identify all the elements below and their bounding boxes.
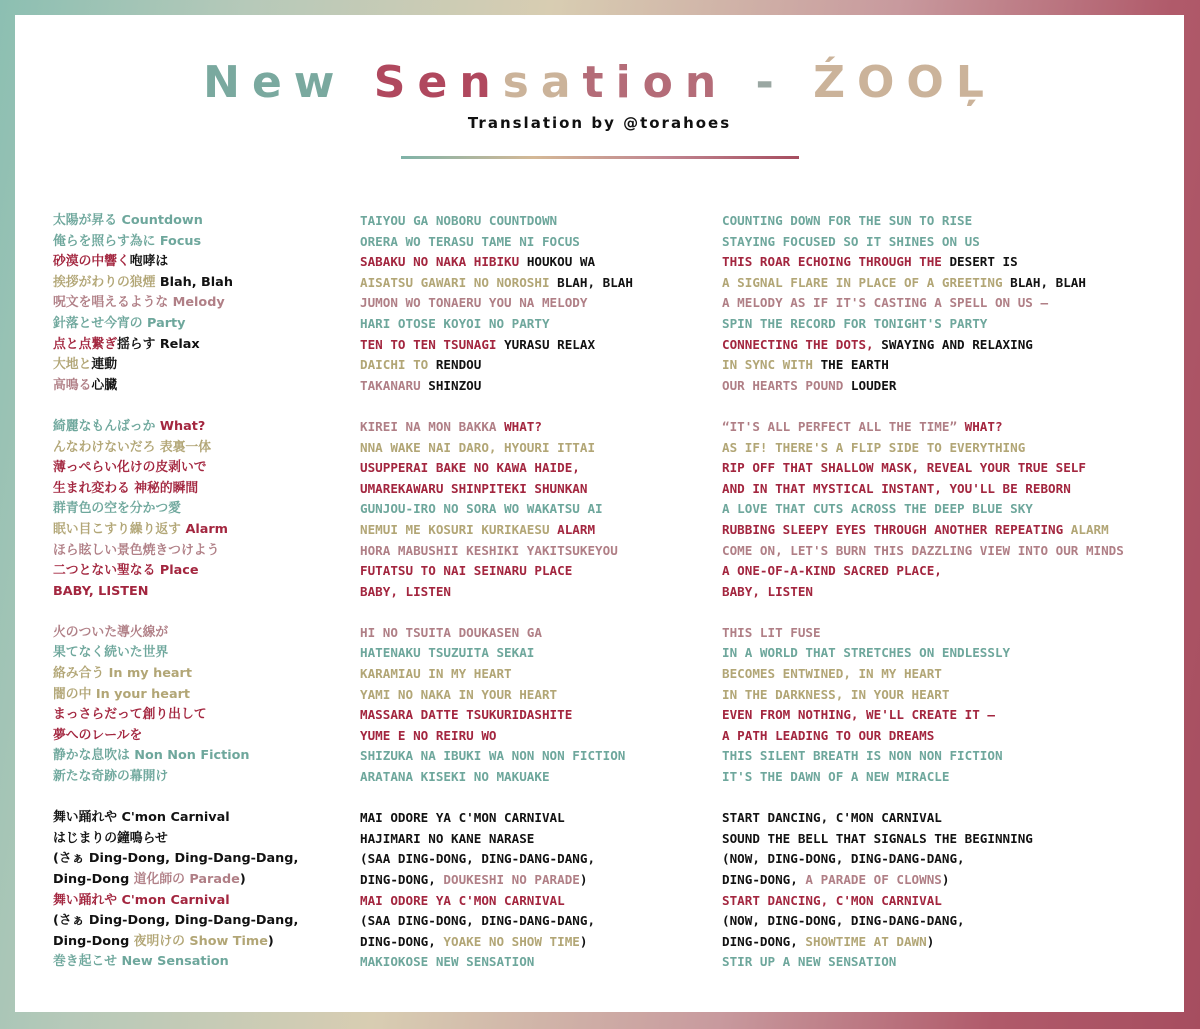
lyric-segment: SHIZUKA NA IBUKI WA NON NON FICTION bbox=[360, 748, 626, 764]
lyric-segment: (SAA DING-DONG, DING-DANG-DANG, bbox=[360, 913, 596, 929]
lyric-segment: ARATANA KISEKI NO MAKUAKE bbox=[360, 769, 550, 785]
lyric-segment: HI NO TSUITA DOUKASEN GA bbox=[360, 624, 542, 640]
lyric-line bbox=[722, 314, 1124, 335]
lyric-segment: BECOMES ENTWINED, IN MY HEART bbox=[722, 666, 942, 682]
lyric-segment: ) bbox=[579, 872, 588, 887]
lyric-segment: 綺麗なもんばっか bbox=[53, 418, 160, 434]
lyric-line bbox=[360, 849, 633, 870]
lyric-line bbox=[360, 808, 633, 829]
lyric-segment: 俺らを照らす為に Focus bbox=[53, 233, 202, 249]
lyric-segment: MAKIOKOSE NEW SENSATION bbox=[360, 954, 535, 970]
lyric-line bbox=[360, 932, 633, 953]
lyric-segment: THIS ROAR ECHOING THROUGH THE bbox=[722, 254, 950, 270]
lyric-line bbox=[360, 705, 633, 726]
lyric-line bbox=[360, 870, 633, 891]
lyric-segment: SHOWTIME AT DAWN bbox=[805, 933, 927, 949]
lyric-segment: GUNJOU-IRO NO SORA WO WAKATSU AI bbox=[360, 501, 603, 517]
romaji-lyrics-column bbox=[360, 211, 633, 973]
lyric-line bbox=[360, 376, 633, 397]
lyric-segment: COUNTING DOWN FOR THE SUN TO RISE bbox=[722, 213, 973, 228]
lyric-line bbox=[722, 417, 1124, 438]
lyric-line bbox=[53, 232, 298, 253]
lyric-segment: 群青色の空を分かつ愛 bbox=[53, 501, 181, 517]
lyric-line bbox=[722, 808, 1124, 829]
lyric-line bbox=[53, 932, 298, 953]
stanza-gap bbox=[53, 788, 298, 809]
lyric-segment: 薄っぺらい化けの皮剥いで bbox=[53, 460, 207, 476]
lyric-line bbox=[360, 561, 633, 582]
title-segment: sa bbox=[502, 57, 583, 108]
lyric-line bbox=[53, 499, 298, 520]
lyric-segment: はじまりの鐘鳴らせ bbox=[53, 830, 168, 846]
lyric-segment: 挨拶がわりの狼煙 bbox=[53, 274, 160, 290]
lyric-segment: A PATH LEADING TO OUR DREAMS bbox=[722, 727, 935, 743]
lyric-segment: (さぁ Ding-Dong, Ding-Dang-Dang, bbox=[53, 851, 299, 867]
lyric-segment: 舞い踊れや C'mon Carnival bbox=[53, 810, 230, 826]
lyric-segment: 火のついた導火線が bbox=[53, 624, 169, 640]
lyric-line bbox=[722, 623, 1124, 644]
lyric-line bbox=[360, 232, 633, 253]
lyric-segment: YAMI NO NAKA IN YOUR HEART bbox=[360, 686, 558, 702]
lyric-segment: 針落とせ今宵の Party bbox=[53, 315, 186, 331]
lyric-line bbox=[360, 417, 633, 438]
lyric-line bbox=[722, 870, 1124, 891]
lyric-segment: (さぁ Ding-Dong, Ding-Dang-Dang, bbox=[53, 913, 299, 929]
lyric-segment: 道化師の Parade bbox=[133, 872, 240, 887]
lyric-segment: IT'S THE DAWN OF A NEW MIRACLE bbox=[722, 769, 950, 785]
lyric-segment: DING-DONG, bbox=[360, 872, 444, 887]
lyric-segment: ALARM bbox=[557, 521, 596, 537]
lyric-line bbox=[53, 705, 298, 726]
lyric-segment: 呪文を唱えるような Melody bbox=[53, 295, 225, 311]
lyric-segment: HARI OTOSE KOYOI NO PARTY bbox=[360, 315, 550, 331]
lyric-line bbox=[53, 355, 298, 376]
title-segment bbox=[346, 57, 373, 108]
lyric-line bbox=[53, 561, 298, 582]
lyric-line bbox=[722, 335, 1124, 356]
lyric-line bbox=[53, 891, 298, 912]
lyric-segment: (NOW, DING-DONG, DING-DANG-DANG, bbox=[722, 851, 965, 867]
lyric-segment: (SAA DING-DONG, DING-DANG-DANG, bbox=[360, 851, 596, 867]
lyric-segment: MAI ODORE YA C'MON CARNIVAL bbox=[360, 810, 565, 826]
lyric-line bbox=[360, 911, 633, 932]
lyric-line bbox=[53, 211, 298, 232]
lyric-segment: NNA WAKE NAI DARO, HYOURI ITTAI bbox=[360, 439, 596, 455]
lyric-segment: 二つとない聖なる Place bbox=[53, 563, 199, 579]
lyric-line bbox=[722, 561, 1124, 582]
lyric-segment: IN THE DARKNESS, IN YOUR HEART bbox=[722, 686, 950, 702]
lyric-line bbox=[722, 232, 1124, 253]
lyric-line bbox=[722, 767, 1124, 788]
lyric-segment: 夢へのレールを bbox=[53, 727, 143, 743]
lyric-segment: “IT'S ALL PERFECT ALL THE TIME” bbox=[722, 418, 965, 434]
lyric-segment: ALARM bbox=[1070, 521, 1109, 537]
lyric-line bbox=[360, 891, 633, 912]
lyric-segment: CONNECTING THE DOTS, bbox=[722, 336, 882, 352]
lyric-line bbox=[53, 808, 298, 829]
lyric-segment: 揺らす Relax bbox=[116, 336, 200, 352]
lyric-segment: MASSARA DATTE TSUKURIDASHITE bbox=[360, 707, 573, 723]
lyric-line bbox=[53, 870, 298, 891]
lyric-segment: SWAYING AND RELAXING bbox=[881, 336, 1033, 352]
lyric-segment: START DANCING, C'MON CARNIVAL bbox=[722, 810, 942, 826]
lyric-segment: SPIN THE RECORD FOR TONIGHT'S PARTY bbox=[722, 315, 988, 331]
lyric-line bbox=[53, 458, 298, 479]
lyric-segment: ほら眩しい景色焼きつけよう bbox=[53, 542, 220, 558]
lyric-segment: 点と点繋ぎ bbox=[53, 336, 117, 352]
lyric-segment: KARAMIAU IN MY HEART bbox=[360, 666, 512, 682]
lyric-line bbox=[53, 685, 298, 706]
lyric-segment: 連動 bbox=[91, 357, 117, 373]
lyric-line bbox=[53, 417, 298, 438]
lyric-segment: HORA MABUSHII KESHIKI YAKITSUKEYOU bbox=[360, 542, 618, 558]
lyric-line bbox=[722, 685, 1124, 706]
lyric-segment: 心臓 bbox=[91, 377, 117, 393]
lyric-segment: DING-DONG, bbox=[722, 872, 806, 887]
lyric-line bbox=[722, 355, 1124, 376]
lyric-segment: ) bbox=[579, 933, 588, 949]
lyric-segment: KIREI NA MON BAKKA bbox=[360, 418, 505, 434]
lyric-segment: Blah, Blah bbox=[159, 274, 233, 290]
lyric-line bbox=[722, 664, 1124, 685]
lyric-line bbox=[53, 376, 298, 397]
lyric-segment: 闇の中 In your heart bbox=[53, 686, 191, 702]
lyric-line bbox=[722, 726, 1124, 747]
lyric-segment: AISATSU GAWARI NO NOROSHI bbox=[360, 274, 558, 290]
lyric-segment: MAI ODORE YA C'MON CARNIVAL bbox=[360, 892, 565, 908]
lyric-segment: THIS LIT FUSE bbox=[722, 624, 821, 640]
lyric-segment: WHAT? bbox=[504, 418, 542, 434]
lyric-line bbox=[722, 829, 1124, 850]
lyric-segment: COME ON, LET'S BURN THIS DAZZLING VIEW INTO OUR MINDS bbox=[722, 542, 1124, 558]
lyric-segment: A ONE-OF-A-KIND SACRED PLACE, bbox=[722, 563, 942, 579]
lyric-segment: TAIYOU GA NOBORU COUNTDOWN bbox=[360, 213, 558, 228]
lyric-segment: RIP OFF THAT SHALLOW MASK, REVEAL YOUR TRUE SELF bbox=[722, 460, 1086, 476]
lyric-segment: AND IN THAT MYSTICAL INSTANT, YOU'LL BE REBORN bbox=[722, 480, 1071, 496]
lyric-segment: AS IF! THERE'S A FLIP SIDE TO EVERYTHING bbox=[722, 439, 1026, 455]
lyric-line bbox=[360, 829, 633, 850]
lyric-segment: BLAH, BLAH bbox=[1010, 274, 1086, 290]
lyric-line bbox=[360, 726, 633, 747]
lyric-line bbox=[722, 293, 1124, 314]
lyric-segment: Ding-Dong bbox=[53, 872, 134, 887]
lyric-segment: 果てなく続いた世界 bbox=[53, 645, 169, 661]
lyric-line bbox=[722, 643, 1124, 664]
lyric-segment: SABAKU NO NAKA HIBIKU bbox=[360, 254, 527, 270]
lyric-line bbox=[722, 376, 1124, 397]
lyric-segment: 咆哮は bbox=[129, 254, 169, 270]
lyric-line bbox=[53, 643, 298, 664]
lyric-segment: STIR UP A NEW SENSATION bbox=[722, 954, 897, 970]
lyric-segment: HATENAKU TSUZUITA SEKAI bbox=[360, 645, 535, 661]
lyric-line bbox=[53, 335, 298, 356]
lyric-line bbox=[53, 664, 298, 685]
lyric-line bbox=[722, 273, 1124, 294]
stanza-gap bbox=[722, 602, 1124, 623]
lyric-segment: NEMUI ME KOSURI KURIKAESU bbox=[360, 521, 558, 537]
lyric-segment: START DANCING, C'MON CARNIVAL bbox=[722, 892, 942, 908]
lyric-line bbox=[53, 623, 298, 644]
stanza-gap bbox=[360, 788, 633, 809]
lyric-segment: OUR HEARTS POUND bbox=[722, 377, 851, 393]
lyric-line bbox=[360, 685, 633, 706]
title-segment: tion bbox=[582, 57, 729, 108]
lyric-segment: DESERT IS bbox=[949, 254, 1018, 270]
lyric-segment: Ding-Dong bbox=[53, 933, 134, 949]
lyric-segment: ) bbox=[267, 933, 274, 949]
lyric-line bbox=[722, 746, 1124, 767]
lyric-segment: HAJIMARI NO KANE NARASE bbox=[360, 830, 535, 846]
lyric-line bbox=[53, 479, 298, 500]
lyric-line bbox=[53, 520, 298, 541]
lyric-segment: HOUKOU WA bbox=[526, 254, 596, 270]
lyric-line bbox=[722, 952, 1124, 973]
lyric-line bbox=[53, 726, 298, 747]
lyric-line bbox=[53, 911, 298, 932]
stanza-gap bbox=[53, 396, 298, 417]
lyric-line bbox=[360, 582, 633, 603]
lyric-line bbox=[360, 541, 633, 562]
lyric-segment: Alarm bbox=[185, 521, 229, 537]
lyric-segment: SOUND THE BELL THAT SIGNALS THE BEGINNING bbox=[722, 830, 1033, 846]
lyric-line bbox=[53, 252, 298, 273]
lyric-segment: JUMON WO TONAERU YOU NA MELODY bbox=[360, 295, 588, 311]
lyric-segment: 巻き起こせ New Sensation bbox=[53, 954, 229, 970]
title-segment: Sen bbox=[373, 57, 503, 108]
title-segment: ŹOOĻ bbox=[813, 57, 996, 108]
lyric-line bbox=[360, 520, 633, 541]
lyric-segment: UMAREKAWARU SHINPITEKI SHUNKAN bbox=[360, 480, 588, 496]
lyric-segment: SHINZOU bbox=[428, 377, 482, 393]
lyric-segment: WHAT? bbox=[964, 418, 1003, 434]
lyric-line bbox=[360, 623, 633, 644]
lyric-segment: LOUDER bbox=[850, 377, 897, 393]
lyric-line bbox=[722, 849, 1124, 870]
lyric-segment: THIS SILENT BREATH IS NON NON FICTION bbox=[722, 748, 1003, 764]
stanza-gap bbox=[722, 396, 1124, 417]
lyric-segment: A MELODY AS IF IT'S CASTING A SPELL ON US — bbox=[722, 295, 1049, 311]
lyric-segment: 大地と bbox=[53, 357, 92, 373]
lyric-segment: IN A WORLD THAT STRETCHES ON ENDLESSLY bbox=[722, 645, 1011, 661]
lyric-line bbox=[722, 211, 1124, 232]
lyric-segment: ORERA WO TERASU TAME NI FOCUS bbox=[360, 233, 580, 249]
lyric-segment: 新たな奇跡の幕開け bbox=[53, 769, 169, 785]
lyric-line bbox=[360, 767, 633, 788]
lyric-segment: 砂漠の中響く bbox=[53, 254, 130, 270]
lyric-segment: TEN TO TEN TSUNAGI bbox=[360, 336, 505, 352]
lyric-segment: 高鳴る bbox=[53, 377, 92, 393]
lyric-segment: BABY, LISTEN bbox=[722, 583, 813, 599]
lyric-line bbox=[53, 438, 298, 459]
lyric-segment: 夜明けの Show Time bbox=[133, 933, 268, 949]
lyric-line bbox=[53, 273, 298, 294]
lyric-segment: THE EARTH bbox=[820, 357, 889, 373]
lyric-line bbox=[53, 582, 298, 603]
lyric-line bbox=[722, 911, 1124, 932]
lyric-segment: BABY, LISTEN bbox=[53, 583, 149, 599]
lyric-line bbox=[360, 314, 633, 335]
lyric-segment: 舞い踊れや C'mon Carnival bbox=[53, 892, 230, 908]
japanese-lyrics-column bbox=[53, 211, 298, 973]
lyric-segment: 眠い目こすり繰り返す bbox=[53, 521, 186, 537]
lyric-segment: 静かな息吹は Non Non Fiction bbox=[53, 748, 250, 764]
lyric-line bbox=[722, 705, 1124, 726]
lyric-segment: TAKANARU bbox=[360, 377, 429, 393]
lyric-line bbox=[53, 829, 298, 850]
lyric-segment: USUPPERAI BAKE NO KAWA HAIDE, bbox=[360, 460, 580, 476]
lyric-segment: ) bbox=[239, 872, 246, 887]
translation-credit: Translation by @torahoes bbox=[467, 114, 732, 132]
lyric-line bbox=[360, 252, 633, 273]
lyric-segment: BABY, LISTEN bbox=[360, 583, 451, 599]
english-lyrics-column bbox=[722, 211, 1124, 973]
stanza-gap bbox=[360, 396, 633, 417]
lyric-segment: ) bbox=[941, 872, 950, 887]
lyric-segment: RUBBING SLEEPY EYES THROUGH ANOTHER REPEATING bbox=[722, 521, 1071, 537]
lyric-line bbox=[722, 458, 1124, 479]
lyric-line bbox=[360, 499, 633, 520]
lyric-line bbox=[722, 582, 1124, 603]
lyric-segment: DAICHI TO bbox=[360, 357, 436, 373]
lyric-line bbox=[53, 293, 298, 314]
lyric-segment: STAYING FOCUSED SO IT SHINES ON US bbox=[722, 233, 980, 249]
lyric-line bbox=[360, 293, 633, 314]
lyric-line bbox=[722, 520, 1124, 541]
lyric-line bbox=[722, 541, 1124, 562]
lyric-segment: BLAH, BLAH bbox=[557, 274, 633, 290]
lyric-line bbox=[360, 211, 633, 232]
lyric-line bbox=[360, 664, 633, 685]
title-divider bbox=[401, 156, 799, 159]
lyric-line bbox=[722, 438, 1124, 459]
lyric-segment: FUTATSU TO NAI SEINARU PLACE bbox=[360, 563, 573, 579]
lyric-line bbox=[53, 849, 298, 870]
stanza-gap bbox=[360, 602, 633, 623]
lyric-line bbox=[360, 746, 633, 767]
lyric-segment: YUME E NO REIRU WO bbox=[360, 727, 497, 743]
lyric-line bbox=[360, 355, 633, 376]
lyric-segment: YOAKE NO SHOW TIME bbox=[443, 933, 580, 949]
lyric-line bbox=[53, 314, 298, 335]
lyric-segment: 太陽が昇る Countdown bbox=[53, 213, 203, 228]
lyric-segment: RENDOU bbox=[435, 357, 482, 373]
lyric-line bbox=[360, 479, 633, 500]
lyric-segment: IN SYNC WITH bbox=[722, 357, 821, 373]
lyric-line bbox=[360, 458, 633, 479]
lyric-line bbox=[722, 932, 1124, 953]
lyric-segment: YURASU RELAX bbox=[504, 336, 596, 352]
lyric-line bbox=[360, 335, 633, 356]
lyric-line bbox=[360, 643, 633, 664]
lyric-segment: まっさらだって創り出して bbox=[53, 707, 207, 723]
lyric-segment: (NOW, DING-DONG, DING-DANG-DANG, bbox=[722, 913, 965, 929]
lyric-line bbox=[722, 499, 1124, 520]
lyric-segment: A SIGNAL FLARE IN PLACE OF A GREETING bbox=[722, 274, 1011, 290]
lyric-segment: 生まれ変わる 神秘的瞬間 bbox=[53, 480, 199, 496]
title-segment: - bbox=[728, 57, 814, 108]
stanza-gap bbox=[53, 602, 298, 623]
lyric-line bbox=[53, 767, 298, 788]
lyric-segment: A LOVE THAT CUTS ACROSS THE DEEP BLUE SKY bbox=[722, 501, 1033, 517]
page-title bbox=[15, 57, 1184, 108]
stanza-gap bbox=[722, 788, 1124, 809]
lyric-line bbox=[722, 252, 1124, 273]
lyric-line bbox=[360, 438, 633, 459]
lyric-segment: DING-DONG, bbox=[360, 933, 444, 949]
lyric-line bbox=[53, 541, 298, 562]
title-segment: New bbox=[203, 57, 347, 108]
lyric-line bbox=[360, 952, 633, 973]
lyric-segment: A PARADE OF CLOWNS bbox=[805, 872, 942, 887]
lyric-line bbox=[722, 479, 1124, 500]
lyric-segment: ) bbox=[926, 933, 935, 949]
lyric-segment: DOUKESHI NO PARADE bbox=[443, 872, 580, 887]
lyric-segment: 絡み合う In my heart bbox=[53, 666, 192, 682]
lyric-line bbox=[360, 273, 633, 294]
lyric-line bbox=[53, 952, 298, 973]
lyric-segment: What? bbox=[159, 418, 206, 434]
lyric-segment: んなわけないだろ 表裏一体 bbox=[53, 439, 212, 455]
lyric-line bbox=[722, 891, 1124, 912]
lyrics-card bbox=[15, 15, 1184, 1012]
lyric-segment: DING-DONG, bbox=[722, 933, 806, 949]
lyric-line bbox=[53, 746, 298, 767]
lyric-segment: EVEN FROM NOTHING, WE'LL CREATE IT — bbox=[722, 707, 995, 723]
